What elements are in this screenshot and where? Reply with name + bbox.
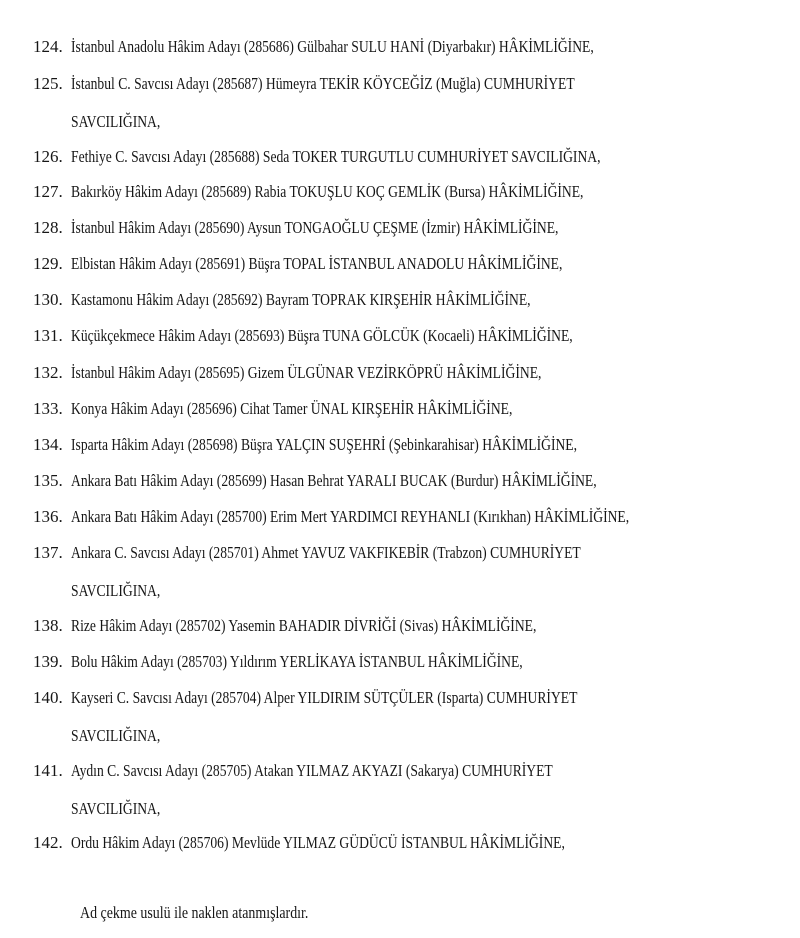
entry-text: İstanbul Hâkim Adayı (285690) Aysun TONGAOĞLU ÇEŞME (İzmir) HÂKİMLİĞİNE, xyxy=(71,218,559,237)
entry-number: 127. xyxy=(33,182,63,201)
entry-number: 126. xyxy=(33,147,63,166)
entry-text: Kastamonu Hâkim Adayı (285692) Bayram TOPRAK KIRŞEHİR HÂKİMLİĞİNE, xyxy=(71,290,531,309)
entry-text: Ordu Hâkim Adayı (285706) Mevlüde YILMAZ GÜDÜCÜ İSTANBUL HÂKİMLİĞİNE, xyxy=(71,833,565,852)
entry-number: 137. xyxy=(33,543,63,562)
entry-number: 142. xyxy=(33,833,63,852)
entry-text-continued: SAVCILIĞINA, xyxy=(71,726,161,745)
entry-text-continued: SAVCILIĞINA, xyxy=(71,581,161,600)
entry-number: 136. xyxy=(33,507,63,526)
entry-text: Bolu Hâkim Adayı (285703) Yıldırım YERLİKAYA İSTANBUL HÂKİMLİĞİNE, xyxy=(71,652,523,671)
entry-text: Ankara Batı Hâkim Adayı (285699) Hasan Behrat YARALI BUCAK (Burdur) HÂKİMLİĞİNE, xyxy=(71,471,597,490)
entry-number: 128. xyxy=(33,218,63,237)
closing-text: Ad çekme usulü ile naklen atanmışlardır. xyxy=(80,903,309,922)
entry-number: 129. xyxy=(33,254,63,273)
entry-text-continued: SAVCILIĞINA, xyxy=(71,112,161,131)
closing-statement xyxy=(80,902,359,924)
entry-text: Konya Hâkim Adayı (285696) Cihat Tamer ÜNAL KIRŞEHİR HÂKİMLİĞİNE, xyxy=(71,399,513,418)
entry-text: Fethiye C. Savcısı Adayı (285688) Seda TOKER TURGUTLU CUMHURİYET SAVCILIĞINA, xyxy=(71,147,601,166)
entry-text: Elbistan Hâkim Adayı (285691) Büşra TOPAL İSTANBUL ANADOLU HÂKİMLİĞİNE, xyxy=(71,254,563,273)
entry-text: İstanbul C. Savcısı Adayı (285687) Hümeyra TEKİR KÖYCEĞİZ (Muğla) CUMHURİYET xyxy=(71,74,575,93)
entry-number: 125. xyxy=(33,74,63,93)
entry-text: İstanbul Hâkim Adayı (285695) Gizem ÜLGÜNAR VEZİRKÖPRÜ HÂKİMLİĞİNE, xyxy=(71,363,542,382)
entry-number: 124. xyxy=(33,37,63,56)
entry-number: 140. xyxy=(33,688,63,707)
entry-number: 130. xyxy=(33,290,63,309)
entry-number: 134. xyxy=(33,435,63,454)
entry-number: 141. xyxy=(33,761,63,780)
entry-number: 135. xyxy=(33,471,63,490)
entry-text: Ankara Batı Hâkim Adayı (285700) Erim Mert YARDIMCI REYHANLI (Kırıkhan) HÂKİMLİĞİNE, xyxy=(71,507,630,526)
entry-number: 133. xyxy=(33,399,63,418)
entry-text: Kayseri C. Savcısı Adayı (285704) Alper YILDIRIM SÜTÇÜLER (Isparta) CUMHURİYET xyxy=(71,688,578,707)
entry-text: Aydın C. Savcısı Adayı (285705) Atakan YILMAZ AKYAZI (Sakarya) CUMHURİYET xyxy=(71,761,553,780)
entry-text: Isparta Hâkim Adayı (285698) Büşra YALÇIN SUŞEHRİ (Şebinkarahisar) HÂKİMLİĞİNE, xyxy=(71,435,578,454)
entry-text: Bakırköy Hâkim Adayı (285689) Rabia TOKUŞLU KOÇ GEMLİK (Bursa) HÂKİMLİĞİNE, xyxy=(71,182,584,201)
entry-number: 132. xyxy=(33,363,63,382)
entry-number: 138. xyxy=(33,616,63,635)
entry-text: Rize Hâkim Adayı (285702) Yasemin BAHADIR DİVRİĞİ (Sivas) HÂKİMLİĞİNE, xyxy=(71,616,537,635)
entry-text-continued: SAVCILIĞINA, xyxy=(71,799,161,818)
entry-number: 131. xyxy=(33,326,63,345)
entry-number: 139. xyxy=(33,652,63,671)
entry-text: Ankara C. Savcısı Adayı (285701) Ahmet YAVUZ VAKFIKEBİR (Trabzon) CUMHURİYET xyxy=(71,543,581,562)
entry-text: Küçükçekmece Hâkim Adayı (285693) Büşra TUNA GÖLCÜK (Kocaeli) HÂKİMLİĞİNE, xyxy=(71,326,573,345)
entry-text: İstanbul Anadolu Hâkim Adayı (285686) Gülbahar SULU HANİ (Diyarbakır) HÂKİMLİĞİNE, xyxy=(71,37,594,56)
